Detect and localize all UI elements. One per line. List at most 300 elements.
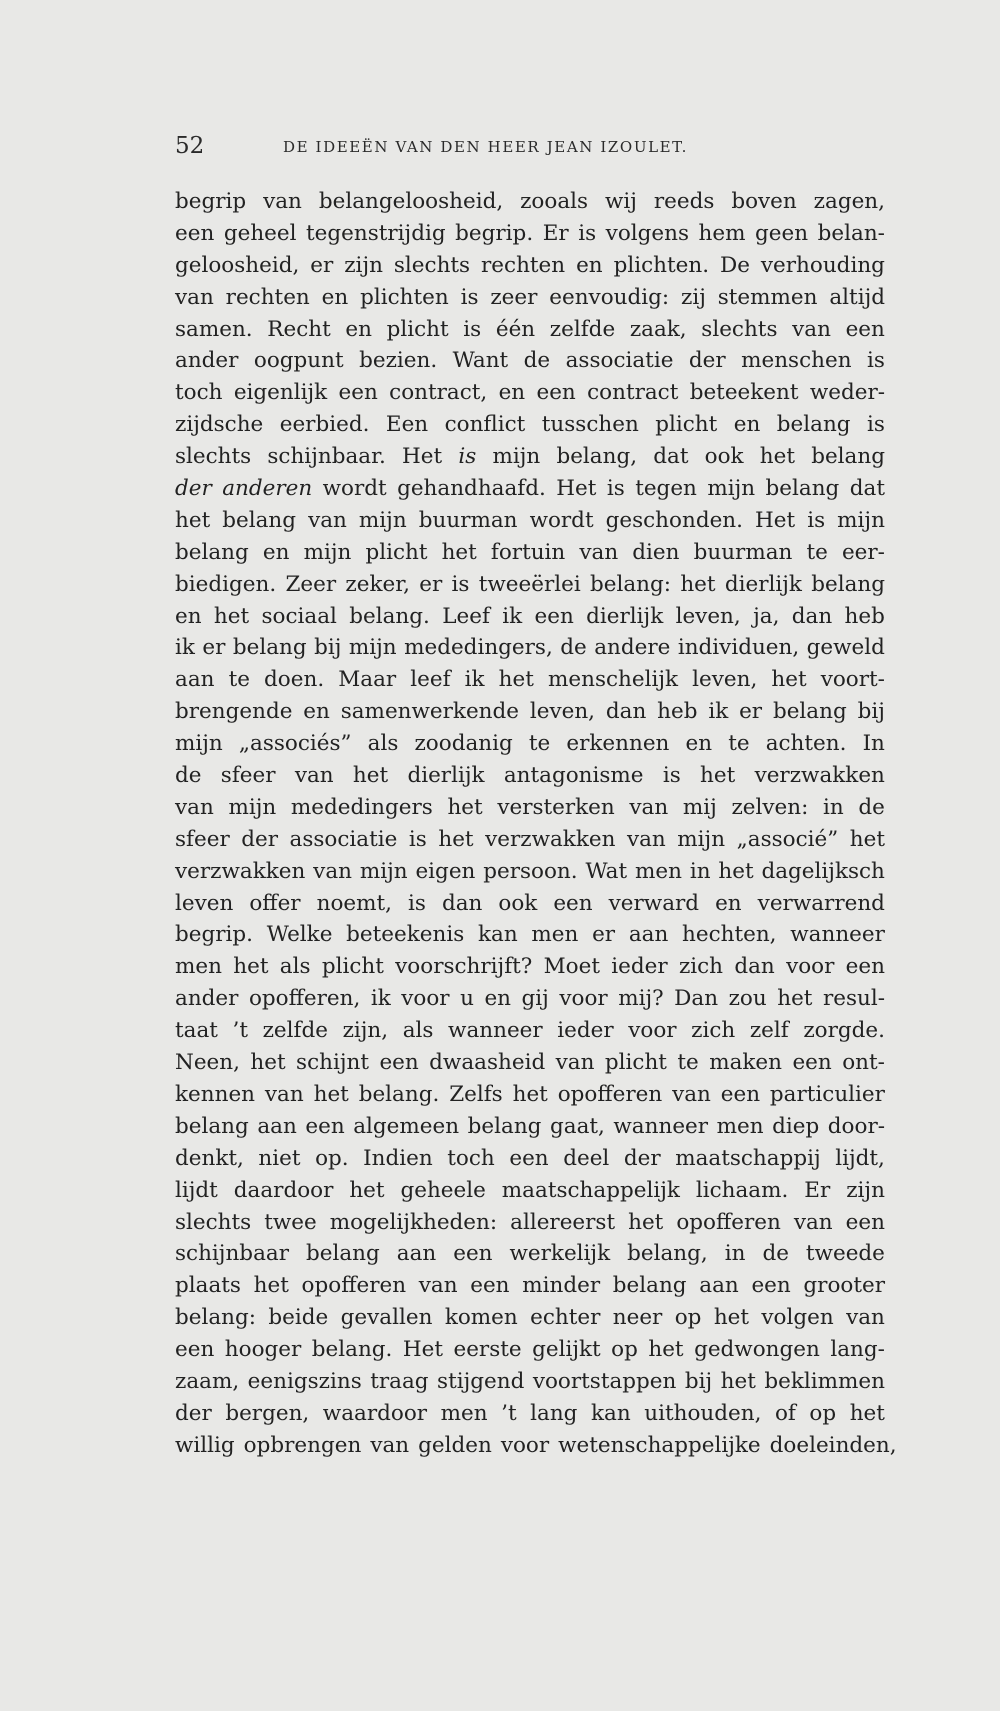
word: van [555, 1050, 595, 1076]
word: het [759, 444, 795, 470]
word: is [662, 763, 681, 789]
word: antagonisme [503, 763, 644, 789]
word: dan [791, 603, 833, 629]
word: mijn [677, 826, 726, 852]
word: slechts [175, 1209, 252, 1235]
word: slechts [175, 444, 252, 470]
word: allereerst [510, 1209, 616, 1235]
body-text [175, 186, 897, 1462]
word: opofferen [676, 1209, 781, 1235]
word: algemeen [353, 1113, 460, 1139]
word: een [845, 1209, 885, 1235]
word: aan [396, 1241, 437, 1267]
word: plichten [360, 284, 449, 310]
word: het [438, 826, 474, 852]
word: zich [691, 1018, 736, 1044]
word: belang [612, 1273, 687, 1299]
word: zijn, [342, 1018, 389, 1044]
word: is [458, 444, 477, 470]
word: der [241, 826, 279, 852]
word: zagen, [813, 189, 885, 214]
word: tweeërlei [478, 571, 581, 597]
word: verhouding [760, 252, 885, 278]
word: mededingers, [404, 635, 553, 661]
word: twee [264, 1209, 317, 1235]
word: verzwakken [175, 858, 306, 884]
word: wetenschappelijke [558, 1432, 761, 1458]
word: taat [175, 1018, 218, 1044]
word: belang, [627, 1241, 708, 1267]
word: plicht [365, 539, 428, 565]
word: ook [498, 890, 538, 916]
word: men [440, 1400, 488, 1426]
word: leven, [529, 699, 596, 725]
word: zij [681, 284, 706, 310]
word: als [367, 731, 399, 757]
word: voortstappen [532, 1368, 677, 1394]
word: begrip. [175, 922, 254, 948]
word: conflict [444, 412, 526, 438]
word: tegenstrijdig [306, 220, 446, 246]
word: de [858, 794, 885, 820]
word: zelfde [549, 316, 616, 342]
word: diep [772, 1113, 820, 1139]
word: in [689, 858, 711, 884]
text-line [175, 1111, 885, 1143]
word: is [408, 826, 427, 852]
word: belang [811, 444, 885, 470]
word: het [253, 1273, 289, 1299]
word: kan [591, 1400, 631, 1426]
word: wij [604, 189, 637, 214]
word: Het [556, 476, 597, 502]
text-line [175, 1238, 885, 1270]
text-line [175, 728, 885, 760]
word: het [720, 1368, 756, 1394]
word: andere [594, 635, 671, 661]
word: Indien [363, 1145, 433, 1171]
word: te [228, 667, 250, 693]
word: een [175, 1337, 215, 1363]
text-line [175, 218, 885, 250]
text-line [175, 1175, 885, 1207]
word: aan [699, 1273, 739, 1299]
word: het [441, 539, 477, 565]
word: op [809, 1400, 837, 1426]
word: van [175, 794, 214, 820]
word: gedwongen [694, 1337, 820, 1363]
word: een [751, 1273, 791, 1299]
word: een [792, 1050, 832, 1076]
word: plichten. [613, 252, 710, 278]
word: een [536, 380, 576, 406]
word: als [279, 954, 311, 980]
word: dierlijk [586, 603, 664, 629]
word: opofferen, [248, 986, 361, 1012]
word: kan [477, 922, 518, 948]
word: het [700, 763, 736, 789]
word: ik [464, 667, 485, 693]
word: mijn [303, 539, 352, 565]
word: is [460, 284, 479, 310]
word: traag [370, 1368, 429, 1394]
word: deel [563, 1145, 610, 1171]
word: belang [305, 1241, 380, 1267]
word: voor [559, 986, 608, 1012]
word: contract [587, 380, 679, 406]
word: men [531, 922, 579, 948]
word: beklimmen [764, 1368, 885, 1394]
word: „associés” [238, 731, 352, 757]
word: belang [811, 571, 885, 597]
word: van [579, 539, 619, 565]
word: Neen, [175, 1050, 240, 1076]
word: belang. [349, 603, 430, 629]
text-line [175, 983, 885, 1015]
word: ook [704, 444, 744, 470]
word: eigen [415, 858, 476, 884]
word: men [716, 1113, 764, 1139]
word: het [849, 826, 885, 852]
word: is [578, 220, 597, 246]
word: de [762, 1241, 789, 1267]
word: beide [268, 1305, 329, 1331]
word: verward [608, 890, 700, 916]
word: dat [653, 444, 689, 470]
word: mogelijkheden: [329, 1209, 498, 1235]
word: voor [628, 1018, 677, 1044]
word: men [635, 858, 682, 884]
word: van [418, 1273, 458, 1299]
word: en [321, 284, 349, 310]
word: zelfde [262, 1018, 328, 1044]
word: het [628, 1209, 664, 1235]
word: en [303, 699, 330, 725]
word: der [175, 476, 212, 502]
word: sfeer [220, 763, 276, 789]
word: ik [502, 603, 523, 629]
word: mij [682, 794, 717, 820]
word: belang [467, 1113, 542, 1139]
word: als [402, 1018, 434, 1044]
word: zijn [344, 252, 383, 278]
word: Zeer [285, 571, 337, 597]
word: anderen [222, 476, 313, 502]
word: mijn [492, 444, 541, 470]
word: een [470, 1273, 510, 1299]
word: één [495, 316, 536, 342]
text-line [175, 537, 885, 569]
word: zaam, [175, 1368, 240, 1394]
word: „associé” [736, 826, 839, 852]
word: op. [315, 1145, 349, 1171]
word: een [338, 380, 378, 406]
word: gevallen [340, 1305, 433, 1331]
word: is [807, 507, 826, 533]
word: minder [522, 1273, 601, 1299]
word: toch [447, 1145, 495, 1171]
word: er [739, 699, 763, 725]
word: er [202, 635, 226, 661]
word: leven, [675, 603, 741, 629]
word: leef [410, 667, 451, 693]
word: tusschen [541, 412, 639, 438]
word: schijnbaar. [267, 444, 386, 470]
word: resul- [822, 986, 885, 1012]
word: heb [657, 699, 698, 725]
word: belang [776, 412, 851, 438]
word: mijn [358, 507, 407, 533]
word: Leef [442, 603, 490, 629]
word: rechten [481, 252, 566, 278]
word: Een [385, 412, 429, 438]
text-line [175, 250, 885, 282]
word: een [509, 1145, 549, 1171]
word: een [720, 1081, 761, 1107]
word: stemmen [717, 284, 818, 310]
word: beteekent [689, 380, 799, 406]
word: het [512, 1081, 548, 1107]
word: van [263, 189, 302, 214]
word: Zelfs [449, 1081, 503, 1107]
word: van [672, 1081, 711, 1107]
word: ik [370, 986, 391, 1012]
word: belang. [358, 1081, 440, 1107]
text-line [175, 441, 885, 473]
word: ieder [611, 954, 668, 980]
word: achten. [765, 731, 847, 757]
word: gelijkt [532, 1337, 601, 1363]
word: lang- [830, 1337, 885, 1363]
word: is [451, 571, 470, 597]
word: Want [452, 348, 509, 374]
word: Het [402, 1337, 443, 1363]
word: belang [175, 1113, 249, 1139]
word: der [623, 1145, 661, 1171]
word: buurman [693, 539, 793, 565]
word: geweld [806, 635, 885, 661]
word: ja, [753, 603, 780, 629]
word: en [175, 603, 202, 629]
word: boven [731, 189, 797, 214]
word: noemt, [316, 890, 392, 916]
word: lijdt [175, 1177, 218, 1203]
word: belangeloosheid, [318, 189, 504, 214]
word: particulier [769, 1081, 885, 1107]
word: ander [175, 348, 239, 374]
word: biedigen. [175, 571, 277, 597]
word: is [408, 890, 426, 916]
word: heb [844, 603, 885, 629]
word: op [674, 1305, 702, 1331]
word: geheele [400, 1177, 486, 1203]
word: te [528, 731, 551, 757]
text-line [175, 1015, 885, 1047]
word: individuen, [677, 635, 800, 661]
text-line [175, 664, 885, 696]
word: zijn [846, 1177, 885, 1203]
word: wanneer [613, 1113, 709, 1139]
word: belang [222, 507, 297, 533]
word: te [806, 539, 828, 565]
text-line [175, 696, 885, 728]
word: men [175, 954, 222, 980]
word: het [771, 667, 807, 693]
word: De [719, 252, 750, 278]
word: gelden [418, 1432, 492, 1458]
word: daardoor [233, 1177, 334, 1203]
word: er [592, 922, 616, 948]
word: In [862, 731, 885, 757]
word: altijd [829, 284, 885, 310]
word: aan [175, 667, 215, 693]
word: het [352, 763, 389, 789]
text-line [175, 601, 885, 633]
word: zeker, [345, 571, 410, 597]
word: tegen [635, 476, 697, 502]
word: en [733, 412, 761, 438]
word: belang: [590, 571, 672, 597]
word: het [777, 986, 813, 1012]
word: ’t [232, 1018, 248, 1044]
word: plicht [386, 316, 449, 342]
word: aan [628, 922, 669, 948]
word: van [846, 1305, 885, 1331]
word: aan [257, 1113, 297, 1139]
word: buurman [418, 507, 518, 533]
word: een [553, 890, 593, 916]
text-line [175, 951, 885, 983]
word: en [715, 890, 742, 916]
word: hechten, [682, 922, 777, 948]
text-line [175, 1079, 885, 1111]
word: op [611, 1337, 638, 1363]
text-line [175, 888, 885, 920]
word: mededingers [290, 794, 433, 820]
word: voort- [820, 667, 885, 693]
word: voor [500, 1432, 550, 1458]
word: ont- [842, 1050, 885, 1076]
word: neer [612, 1305, 663, 1331]
word: Er [542, 220, 569, 246]
word: en [262, 539, 290, 565]
word: bij [684, 1368, 713, 1394]
word: wanneer [448, 1018, 543, 1044]
word: opbrengen [243, 1432, 362, 1458]
word: ik [175, 635, 195, 661]
word: het [498, 667, 534, 693]
word: een [305, 1113, 345, 1139]
text-line [175, 824, 885, 856]
word: maatschappelijk [501, 1177, 680, 1203]
word: zeer [490, 284, 538, 310]
word: mijn [348, 635, 397, 661]
word: geloosheid, [175, 252, 300, 278]
word: belang [765, 476, 840, 502]
word: dagelijksch [761, 858, 885, 884]
word: te [677, 1050, 699, 1076]
word: eenigszins [247, 1368, 362, 1394]
page-header [175, 133, 892, 163]
word: is [606, 476, 625, 502]
word: reeds [653, 189, 715, 214]
word: stijgend [437, 1368, 525, 1394]
word: der [688, 348, 726, 374]
word: leven [175, 890, 234, 916]
word: Wat [585, 858, 628, 884]
word: zelven: [731, 794, 809, 820]
word: belang [175, 539, 249, 565]
word: van [264, 1081, 304, 1107]
word: zooals [520, 189, 589, 214]
word: voor [786, 954, 835, 980]
word: echter [530, 1305, 601, 1331]
word: geschonden. [605, 507, 743, 533]
word: zaak, [629, 316, 687, 342]
word: te [728, 731, 750, 757]
text-line [175, 1334, 885, 1366]
word: en [576, 252, 603, 278]
word: associatie [289, 826, 398, 852]
word: toch [175, 380, 223, 406]
word: de [560, 635, 587, 661]
word: plaats [175, 1273, 241, 1299]
text-line [175, 1302, 885, 1334]
text-line [175, 1430, 897, 1462]
word: belang [232, 635, 307, 661]
word: schijnbaar [175, 1241, 289, 1267]
text-line [175, 186, 885, 218]
word: samen. [175, 316, 253, 342]
word: van [294, 763, 334, 789]
word: er [419, 571, 443, 597]
word: dan [441, 890, 483, 916]
word: is [463, 316, 482, 342]
word: dien [632, 539, 680, 565]
word: offer [249, 890, 301, 916]
text-line [175, 1143, 885, 1175]
word: versterken [497, 794, 615, 820]
text-line [175, 1366, 885, 1398]
word: wordt [322, 476, 387, 502]
word: eenvoudig: [549, 284, 670, 310]
word: een [845, 316, 885, 342]
word: Het [402, 444, 443, 470]
word: doen. [264, 667, 325, 693]
word: mijn [837, 507, 885, 533]
word: van [175, 284, 214, 310]
text-line [175, 345, 885, 377]
word: eer- [841, 539, 885, 565]
text-line [175, 1398, 885, 1430]
word: gij [521, 986, 549, 1012]
word: der [175, 1400, 212, 1426]
word: Dan [674, 986, 719, 1012]
text-line [175, 409, 885, 441]
word: Moet [543, 954, 600, 980]
word: een [379, 1050, 419, 1076]
word: van [629, 794, 669, 820]
text-line [175, 505, 885, 537]
word: zoodanig [414, 731, 513, 757]
running-head: DE IDEEËN VAN DEN HEER JEAN IZOULET. [283, 138, 688, 156]
word: denkt, [175, 1145, 244, 1171]
word: het [849, 1400, 885, 1426]
word: ’t [501, 1400, 517, 1426]
word: of [774, 1400, 796, 1426]
word: in [724, 1241, 746, 1267]
word: een [534, 603, 574, 629]
